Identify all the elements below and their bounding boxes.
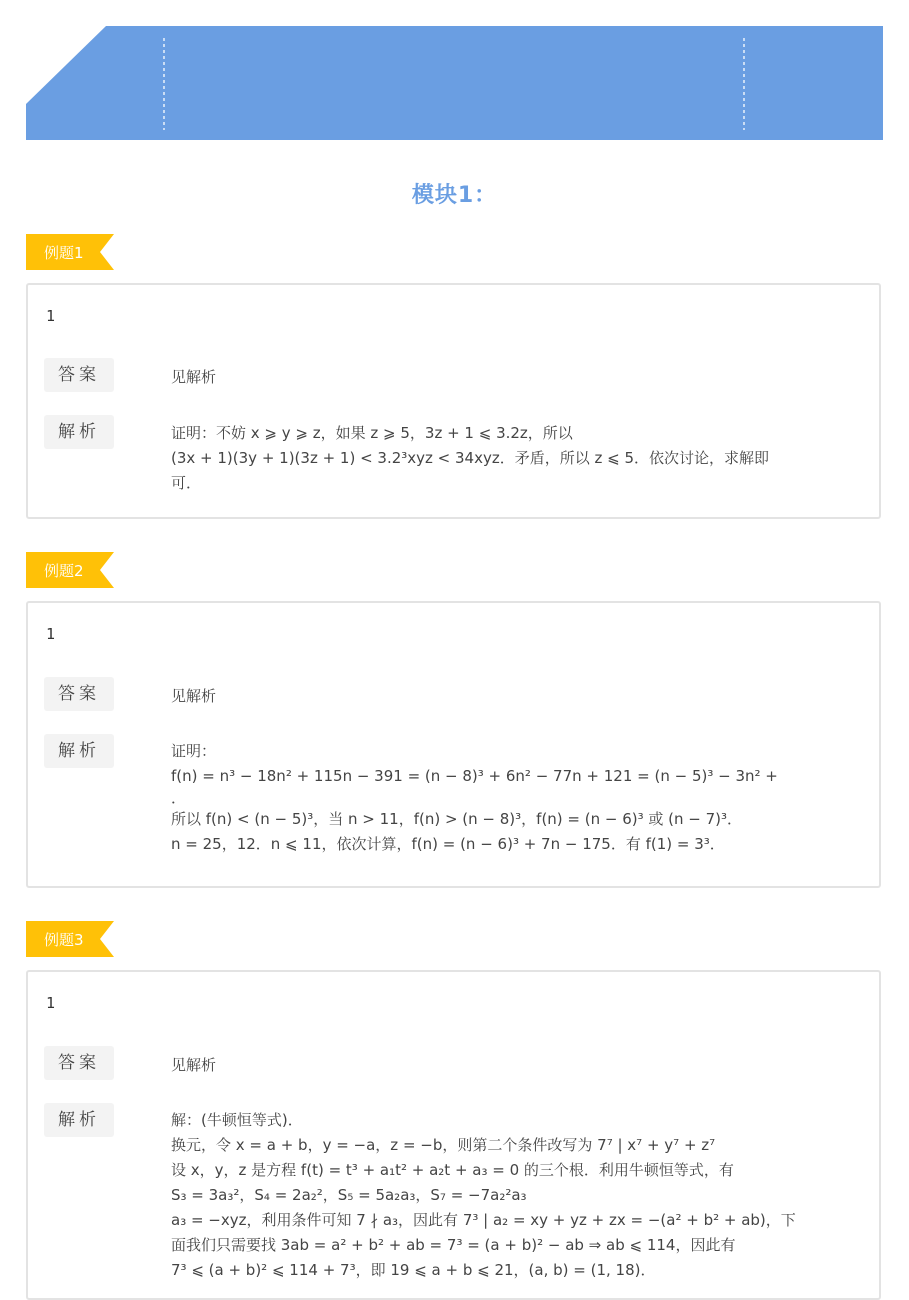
analysis-line: n = 25，12．n ⩽ 11，依次计算，f(n) = (n − 6)³ + 7n − 175．有 f(1) = 3³．	[171, 835, 725, 853]
answer-text: 见解析	[171, 368, 217, 386]
question-number: 1	[46, 307, 56, 325]
example-tag-label: 例题2	[44, 562, 84, 580]
question-number: 1	[46, 625, 56, 643]
analysis-line: 7³ ⩽ (a + b)² ⩽ 114 + 7³，即 19 ⩽ a + b ⩽ 21，(a, b) = (1, 18)．	[171, 1261, 656, 1279]
example-tag-label: 例题1	[44, 244, 84, 262]
header-banner	[26, 26, 883, 140]
analysis-line: S₃ = 3a₃²，S₄ = 2a₂²，S₅ = 5a₂a₃，S₇ = −7a₂²a₃	[171, 1186, 527, 1204]
analysis-line: ．	[171, 789, 187, 807]
analysis-content	[171, 739, 867, 857]
analysis-line: 面我们只需要找 3ab = a² + b² + ab = 7³ = (a + b)² − ab ⇒ ab ⩽ 114，因此有	[171, 1236, 736, 1254]
analysis-label: 解析	[44, 734, 114, 768]
analysis-content	[171, 421, 867, 496]
analysis-label: 解析	[44, 415, 114, 449]
answer-label: 答案	[44, 1046, 114, 1080]
analysis-line: 可．	[171, 474, 202, 492]
module-title: 模块1：	[411, 183, 498, 208]
answer-text: 见解析	[171, 687, 217, 705]
analysis-line: 证明：不妨 x ⩾ y ⩾ z，如果 z ⩾ 5，3z + 1 ⩽ 3.2z，所以	[171, 424, 573, 442]
analysis-line: a₃ = −xyz，利用条件可知 7 ∤ a₃，因此有 7³ | a₂ = xy + yz + zx = −(a² + b² + ab)，下	[171, 1211, 796, 1229]
answer-text: 见解析	[171, 1056, 217, 1074]
analysis-line: 所以 f(n) < (n − 5)³，当 n > 11，f(n) > (n − 8)³，f(n) = (n − 6)³ 或 (n − 7)³．	[171, 810, 743, 828]
analysis-label: 解析	[44, 1103, 114, 1137]
answer-label: 答案	[44, 358, 114, 392]
analysis-line: 解：(牛顿恒等式)．	[171, 1111, 303, 1129]
analysis-line: f(n) = n³ − 18n² + 115n − 391 = (n − 8)³ + 6n² − 77n + 121 = (n − 5)³ − 3n² +	[171, 767, 778, 785]
analysis-line: (3x + 1)(3y + 1)(3z + 1) < 3.2³xyz < 34xyz．矛盾，所以 z ⩽ 5．依次讨论，求解即	[171, 449, 770, 467]
analysis-line: 换元，令 x = a + b，y = −a，z = −b，则第二个条件改写为 7⁷ | x⁷ + y⁷ + z⁷	[171, 1136, 716, 1154]
example-card-3	[26, 970, 881, 1300]
example-tag-3	[26, 921, 114, 957]
example-tag-label: 例题3	[44, 931, 84, 949]
example-tag-1	[26, 234, 114, 270]
analysis-line: 设 x，y，z 是方程 f(t) = t³ + a₁t² + a₂t + a₃ = 0 的三个根．利用牛顿恒等式，有	[171, 1161, 734, 1179]
example-card-1	[26, 283, 881, 519]
example-card-2	[26, 601, 881, 888]
question-number: 1	[46, 994, 56, 1012]
answer-label: 答案	[44, 677, 114, 711]
example-tag-2	[26, 552, 114, 588]
analysis-line: 证明：	[171, 742, 217, 760]
analysis-content	[171, 1108, 867, 1283]
